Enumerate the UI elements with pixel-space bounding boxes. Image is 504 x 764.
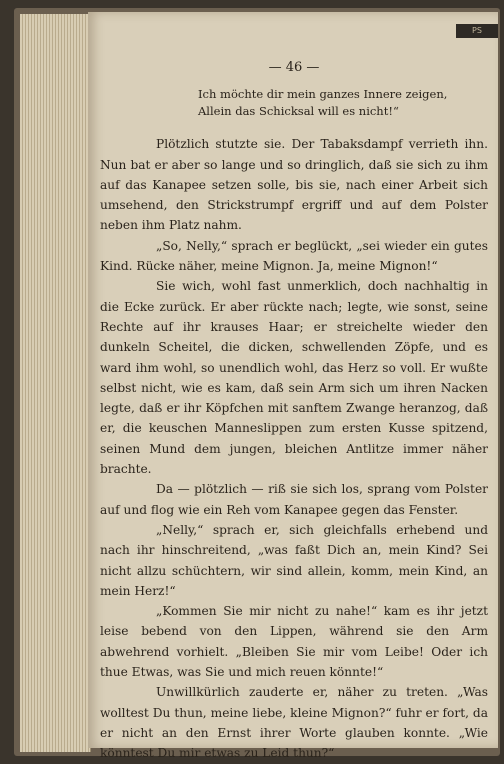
paragraph: Sie wich, wohl fast unmerklich, doch nachhaltig in die Ecke zurück. Er aber rückte nach; legte, wie sonst, seine Rechte auf ihr krauses Haar; er streichelte wieder den dunkeln Scheitel, die dicken, schwellenden Zöpfe, und es ward ihm wohl, so unendlich wohl, das Herz so voll. Er wußte selbst nicht, wie es kam, daß sein Arm sich um ihren Nacken legte, daß er ihr Köpfchen mit sanftem Zwange heranzog, daß er, die keuschen Manneslippen zum ersten Kusse spitzend, seinen Mund dem jungen, bleichen Antlitze immer näher brachte. xyxy=(100,279,488,477)
paragraph: Plötzlich stutzte sie. Der Tabaksdampf verrieth ihn. Nun bat er aber so lange und so dringlich, daß sie sich zu ihm auf das Kanapee setzen solle, bis sie, nach einer Arbeit sich umsehend, den Strickstrumpf ergriff und auf dem Polster neben ihm Platz nahm. xyxy=(100,137,488,233)
paragraph: „So, Nelly,“ sprach er beglückt, „sei wieder ein gutes Kind. Rücke näher, meine Mignon. Ja, meine Mignon!“ xyxy=(100,238,488,274)
paragraph: Da — plötzlich — riß sie sich los, sprang vom Polster auf und flog wie ein Reh vom Kanapee gegen das Fenster. xyxy=(100,482,488,517)
page-tab-label: PS xyxy=(456,24,498,38)
paragraph: Unwillkürlich zauderte er, näher zu treten. „Was wolltest Du thun, meine liebe, kleine Mignon?“ fuhr er fort, da er nicht an den Ernst ihrer Worte glauben konnte. „Wie könntest Du mir etwas zu Leid thun?“ xyxy=(100,685,488,761)
page-stack-edge xyxy=(20,14,91,752)
page-content xyxy=(100,58,488,764)
paragraph: „Kommen Sie mir nicht zu nahe!“ kam es ihr jetzt leise bebend von den Lippen, während sie den Arm abwehrend vorhielt. „Bleiben Sie mir vom Leibe! Oder ich thue Etwas, was Sie und mich reuen könnte!“ xyxy=(100,604,488,680)
page-number: — 46 — xyxy=(268,60,320,75)
verse-block xyxy=(198,86,488,120)
verse-line: Ich möchte dir mein ganzes Innere zeigen, xyxy=(198,87,448,102)
verse-line: Allein das Schicksal will es nicht!“ xyxy=(198,104,399,119)
book-page xyxy=(88,12,498,761)
paragraph: „Nelly,“ sprach er, sich gleichfalls erhebend und nach ihr hinschreitend, „was faßt Dich an, mein Kind? Sei nicht allzu schüchtern, wir sind allein, komm, mein Kind, an mein Herz!“ xyxy=(100,522,488,598)
